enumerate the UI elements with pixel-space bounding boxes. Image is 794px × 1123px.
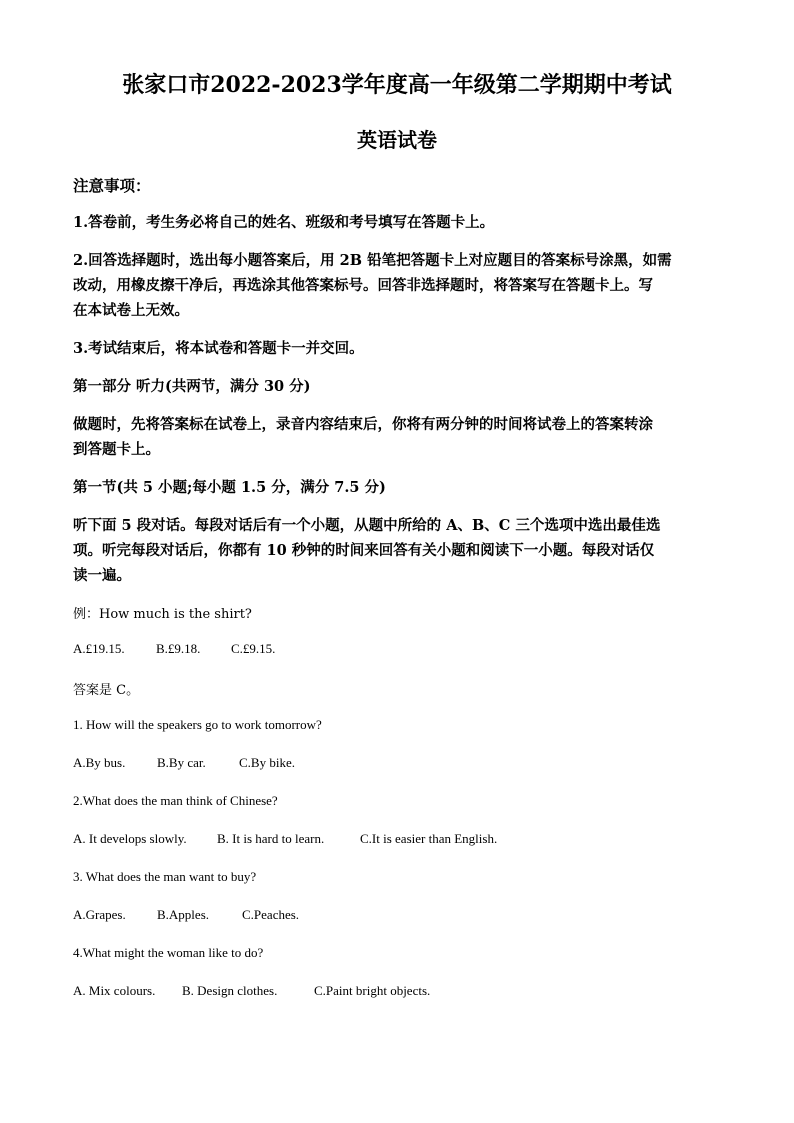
notice-item-2-line-1: 2.回答选择题时，选出每小题答案后，用 2B 铅笔把答题卡上对应题目的答案标号涂黑，如需 (73, 252, 672, 269)
question-1-option-c: C.By bike. (239, 755, 295, 770)
question-2-options (73, 831, 497, 847)
question-2-option-c: C.It is easier than English. (360, 831, 498, 846)
section1-heading: 第一节(共 5 小题;每小题 1.5 分，满分 7.5 分) (73, 479, 386, 496)
question-2: 2.What does the man think of Chinese? (73, 793, 278, 808)
example-question (73, 603, 252, 622)
notice-item-2-line-3: 在本试卷上无效。 (73, 302, 189, 319)
question-4: 4.What might the woman like to do? (73, 945, 264, 960)
question-1-option-a: A.By bus. (73, 755, 126, 770)
question-1-option-b: B.By car. (157, 755, 206, 770)
exam-title: 张家口市2022-2023学年度高一年级第二学期期中考试 (122, 72, 672, 98)
part1-intro-line-1: 做题时，先将答案标在试卷上，录音内容结束后，你将有两分钟的时间将试卷上的答案转涂 (73, 416, 653, 433)
example-answer: 答案是 C。 (73, 683, 140, 698)
question-4-option-b: B. Design clothes. (182, 983, 278, 998)
question-3: 3. What does the man want to buy? (73, 869, 257, 884)
question-1: 1. How will the speakers go to work tomorrow? (73, 717, 322, 732)
section1-instructions-line-3: 读一遍。 (73, 567, 131, 584)
example-option-c: C.£9.15. (231, 641, 276, 656)
question-4-option-a: A. Mix colours. (73, 983, 156, 998)
section1-instructions-line-1: 听下面 5 段对话。每段对话后有一个小题，从题中所给的 A、B、C 三个选项中选出最佳选 (73, 517, 661, 534)
exam-subtitle: 英语试卷 (357, 128, 437, 152)
question-4-option-c: C.Paint bright objects. (314, 983, 431, 998)
question-4-options (73, 983, 430, 999)
notice-item-2-line-2: 改动，用橡皮擦干净后，再选涂其他答案标号。回答非选择题时，将答案写在答题卡上。写 (73, 277, 653, 294)
example-option-b: B.£9.18. (156, 641, 201, 656)
question-3-options (73, 907, 299, 923)
example-options (73, 641, 275, 657)
part1-heading: 第一部分 听力(共两节，满分 30 分) (73, 378, 311, 395)
notice-item-1: 1.答卷前，考生务必将自己的姓名、班级和考号填写在答题卡上。 (73, 214, 495, 231)
notice-heading: 注意事项： (73, 176, 151, 195)
question-1-options (73, 755, 295, 771)
example-option-a: A.£19.15. (73, 641, 125, 656)
part1-intro-line-2: 到答题卡上。 (73, 441, 160, 458)
question-2-option-b: B. It is hard to learn. (217, 831, 325, 846)
example-question-text: 例：How much is the shirt? (73, 607, 252, 622)
question-3-option-b: B.Apples. (157, 907, 209, 922)
question-3-option-c: C.Peaches. (242, 907, 300, 922)
notice-item-3: 3.考试结束后，将本试卷和答题卡一并交回。 (73, 340, 364, 357)
section1-instructions-line-2: 项。听完每段对话后，你都有 10 秒钟的时间来回答有关小题和阅读下一小题。每段对话仅 (73, 542, 655, 559)
question-3-option-a: A.Grapes. (73, 907, 126, 922)
question-2-option-a: A. It develops slowly. (73, 831, 187, 846)
